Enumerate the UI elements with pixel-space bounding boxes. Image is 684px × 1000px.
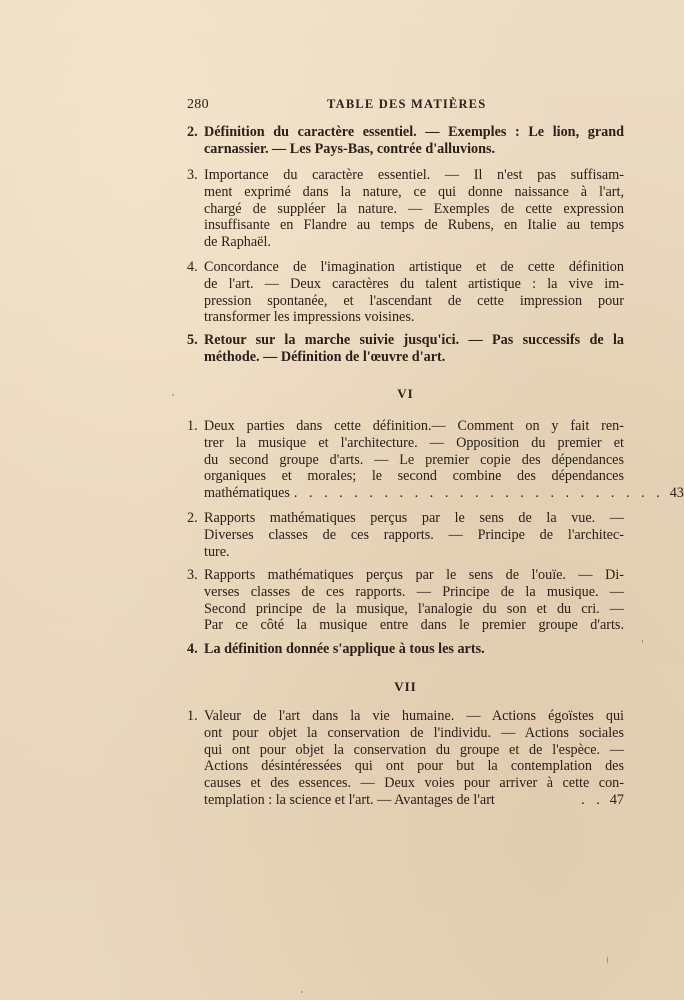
entry-line: causes et des essences. — Deux voies pour arriver à cette con- xyxy=(204,775,624,792)
toc-entry-v-2 xyxy=(187,124,624,158)
entry-text: Deux parties dans cette définition.— Comment on y fait ren- xyxy=(204,418,624,434)
entry-line: verses classes de ces rapports. — Principe de la musique. — xyxy=(204,583,624,600)
toc-entry-vi-4 xyxy=(187,641,624,658)
entry-line: Par ce côté la musique entre dans le premier groupe d'arts. xyxy=(204,617,624,634)
entry-text: Retour sur la marche suivie jusqu'ici. — Pas successifs de la xyxy=(204,332,624,348)
entry-line xyxy=(187,641,624,658)
paper-speck xyxy=(642,640,643,643)
entry-number: 3. xyxy=(187,567,198,583)
entry-line: trer la musique et l'architecture. — Opposition du premier et xyxy=(204,434,624,451)
entry-text: Concordance de l'imagination artistique et de cette définition xyxy=(204,259,624,275)
entry-number: 3. xyxy=(187,167,198,183)
entry-number: 1. xyxy=(187,708,198,724)
paper-speck xyxy=(172,394,174,396)
entry-text: templation : la science et l'art. — Avantages de l'art xyxy=(204,791,495,808)
entry-number: 2. xyxy=(187,124,198,140)
page-number: 280 xyxy=(187,97,209,112)
toc-entry-vi-1 xyxy=(187,418,684,502)
entry-line: transformer les impressions voisines. xyxy=(204,309,415,326)
page-reference: 47 xyxy=(609,791,624,808)
entry-line: organiques et morales; le second combine des dépendances xyxy=(204,468,624,485)
entry-line xyxy=(187,332,624,349)
entry-line xyxy=(187,418,624,435)
entry-line: ture. xyxy=(204,543,230,560)
entry-line: qui ont pour objet la conservation du groupe et de l'espèce. — xyxy=(204,741,624,758)
running-title: TABLE DES MATIÈRES xyxy=(327,97,487,111)
entry-line: de Raphaël. xyxy=(204,234,271,251)
toc-entry-v-4 xyxy=(187,259,624,326)
entry-number: 5. xyxy=(187,332,198,348)
entry-line: de l'art. — Deux caractères du talent artistique : la vive im- xyxy=(204,275,624,292)
entry-line xyxy=(187,708,624,725)
entry-number: 4. xyxy=(187,259,198,275)
toc-entry-v-3 xyxy=(187,167,624,251)
page-header xyxy=(187,97,627,115)
entry-text: Valeur de l'art dans la vie humaine. — Actions égoïstes qui xyxy=(204,708,624,724)
entry-line xyxy=(187,510,624,527)
entry-line: ont pour objet la conservation de l'individu. — Actions sociales xyxy=(204,724,624,741)
entry-line: du second groupe d'arts. — Le premier copie des dépendances xyxy=(204,451,624,468)
entry-line: chargé de suppléer la nature. — Exemples de cette expression xyxy=(204,200,624,217)
entry-line: Diverses classes de ces rapports. — Principe de l'architec- xyxy=(204,526,624,543)
entry-text: Rapports mathématiques perçus par le sens de l'ouïe. — Di- xyxy=(204,567,624,583)
entry-number: 1. xyxy=(187,418,198,434)
toc-entry-v-5 xyxy=(187,332,624,366)
section-heading-vi: VI xyxy=(397,386,414,401)
entry-line: Actions désintéressées qui ont pour but la contemplation des xyxy=(204,758,624,775)
entry-number: 4. xyxy=(187,641,198,657)
toc-entry-vi-2 xyxy=(187,510,624,560)
dot-leader: . . . . . . . . . . . . . . . . . . . . . . . . . xyxy=(293,485,664,502)
toc-entry-vii-1 xyxy=(187,708,624,809)
entry-line xyxy=(187,567,624,584)
entry-line-with-page xyxy=(187,485,684,502)
entry-text: La définition donnée s'applique à tous les arts. xyxy=(204,641,485,657)
entry-line xyxy=(187,259,624,276)
entry-line xyxy=(187,167,624,184)
entry-line-with-page xyxy=(187,792,624,809)
entry-line: méthode. — Définition de l'œuvre d'art. xyxy=(204,348,446,365)
entry-line: ment exprimé dans la nature, ce qui donne naissance à l'art, xyxy=(204,183,624,200)
entry-line: Second principe de la musique, l'analogie du son et du cri. — xyxy=(204,600,624,617)
entry-line: pression spontanée, et l'ascendant de cette impression pour xyxy=(204,292,624,309)
entry-text: mathématiques xyxy=(204,485,290,502)
entry-line xyxy=(187,124,624,141)
entry-text: Importance du caractère essentiel. — Il n'est pas suffisam- xyxy=(204,167,624,183)
paper-speck xyxy=(607,957,608,963)
section-heading-vii: VII xyxy=(394,679,417,694)
entry-text: Rapports mathématiques perçus par le sens de la vue. — xyxy=(204,510,624,526)
entry-line: insuffisante en Flandre au temps de Rubens, en Italie au temps xyxy=(204,217,624,234)
paper-speck xyxy=(301,991,303,993)
page-reference: 43 xyxy=(669,485,684,502)
entry-text: Définition du caractère essentiel. — Exemples : Le lion, grand xyxy=(204,124,624,140)
entry-number: 2. xyxy=(187,510,198,526)
entry-line: carnassier. — Les Pays-Bas, contrée d'alluvions. xyxy=(204,140,496,157)
toc-entry-vi-3 xyxy=(187,567,624,634)
dot-leader: . . xyxy=(581,791,604,808)
